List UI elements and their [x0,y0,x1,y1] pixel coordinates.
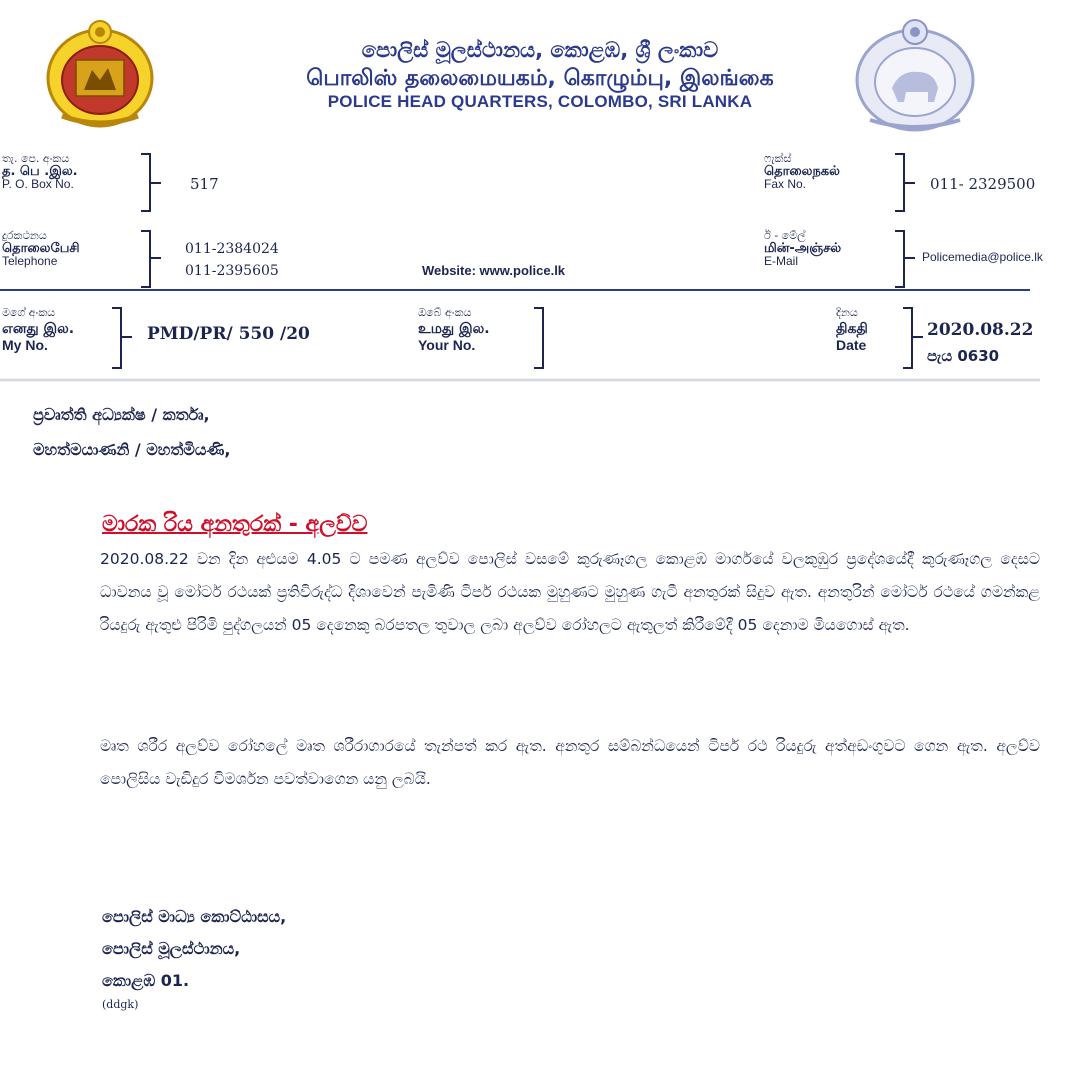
your-no-brace [534,307,544,369]
signature-line-3: කොළඹ 01. [102,971,190,990]
date-label-si: දිනය [836,306,858,319]
telephone-tick [151,257,161,259]
email-label-ta: மின்-அஞ்சல் [764,241,842,256]
your-no-label [418,305,490,353]
your-no-label-si: ඔබේ අංකය [418,306,472,319]
subject-heading: මාරක රිය අනතුරක් - අලව්ව [102,512,368,537]
website-link[interactable]: Website: www.police.lk [422,263,566,278]
telephone-label-en: Telephone [2,254,58,268]
header-rule [0,289,1030,291]
date-brace [903,307,913,369]
date-label [836,305,868,353]
po-box-brace [141,153,151,212]
fax-tick [905,182,915,184]
letterhead-name-tamil: பொலிஸ் தலைமையகம், கொழும்பு, இலங்கை [306,66,774,91]
date-label-en: Date [836,337,867,353]
telephone-value-1: 011-2384024 [185,241,279,257]
email-tick [905,257,915,259]
po-box-label-ta: த. பெ .இல. [2,164,78,179]
salutation-line-2: මහත්මයාණනි / මහත්මියණි, [33,440,231,459]
my-no-label-en: My No. [2,337,48,353]
my-no-label [2,305,74,353]
body-paragraph-1: 2020.08.22 වන දින අළුයම 4.05 ට පමණ අලව්ව පොලිස් වසමේ කුරුණෑගල කොළඹ මාර්ගයේ වලකුඹුර ප්‍රදේශයේදී කුරුණෑගල දෙසට ධාවනය වූ මෝටර් රථයක් ප්‍රතිවිරුද්ධ දිශාවෙන් පැමිණි ටිපර් රථයක මුහුණට මුහුණ ගැටී අනතුරක් සිදුව ඇත. අනතුරින් මෝටර් රථයේ ගමන්කළ රියදුරු ඇතුළු පිරිමි පුද්ගලයන් 05 දෙනෙකු බරපතල තුවාල ලබා අලව්ව රෝහලට ඇතුලත් කිරීමේදී 05 දෙනාම මියගොස් ඇත. [100,550,1040,634]
email-brace [895,230,905,288]
po-box-value: 517 [190,175,219,193]
sri-lanka-emblem-logo [42,18,158,130]
letterhead-name-sinhala: පොලිස් මූලස්ථානය, කොළඹ, ශ්‍රී ලංකාව [361,38,719,62]
body-paragraph-2: මෘත ශරීර අලව්ව රෝහලේ මෘත ශරීරාගාරයේ තැන්පත් කර ඇත. අනතුර සම්බන්ධයෙන් ටිපර් රථ රියදුරු අත්අඩංගුවට ගෙන ඇත. අලව්ව පොලිසිය වැඩිදුර විමර්ශන පවත්වාගෙන යනු ලබයි. [100,737,1040,788]
fax-label-en: Fax No. [764,177,807,191]
date-value: 2020.08.22 [927,320,1034,340]
fax-label-ta: தொலைநகல் [764,164,840,179]
signature-line-1: පොලිස් මාධ්‍ය කොට්ඨාසය, [102,907,287,926]
your-no-label-ta: உமது இல. [418,321,490,337]
signature-line-2: පොලිස් මූලස්ථානය, [102,939,241,958]
po-box-tick [151,182,161,184]
my-no-label-ta: எனது இல. [2,321,75,337]
fax-value: 011- 2329500 [930,175,1036,193]
po-box-label [2,152,78,191]
email-label-en: E-Mail [764,254,799,268]
email-label [764,229,841,268]
telephone-label-si: දුරකථනය [2,229,47,242]
my-no-tick [122,336,132,338]
telephone-label-ta: தொலைபேசி [2,241,80,256]
header-bottom-rule [0,378,1040,382]
letterhead-name-english: POLICE HEAD QUARTERS, COLOMBO, SRI LANKA [327,92,753,111]
telephone-brace [141,230,151,288]
email-link[interactable]: Policemedia@police.lk [922,250,1043,264]
time-value: පැය 0630 [927,347,1000,365]
my-no-label-si: මගේ අංකය [2,306,56,319]
email-label-si: ඊ - මේල් [764,229,806,242]
po-box-label-si: තැ. පෙ. අංකය [2,152,70,165]
salutation-line-1: ප්‍රවෘත්ති අධ්‍යක්ෂ / කර්තෘ, [33,405,210,424]
date-label-ta: திகதி [836,321,868,337]
reference-initials: (ddgk) [102,998,139,1011]
my-no-value: PMD/PR/ 550 /20 [147,324,310,344]
po-box-label-en: P. O. Box No. [2,177,74,191]
your-no-label-en: Your No. [418,337,476,353]
fax-label-si: ෆැක්ස් [764,152,792,165]
fax-label [764,152,840,191]
my-no-brace [112,307,122,369]
date-tick [913,336,923,338]
fax-brace [895,153,905,212]
telephone-label [2,229,80,268]
telephone-value-2: 011-2395605 [185,263,279,279]
